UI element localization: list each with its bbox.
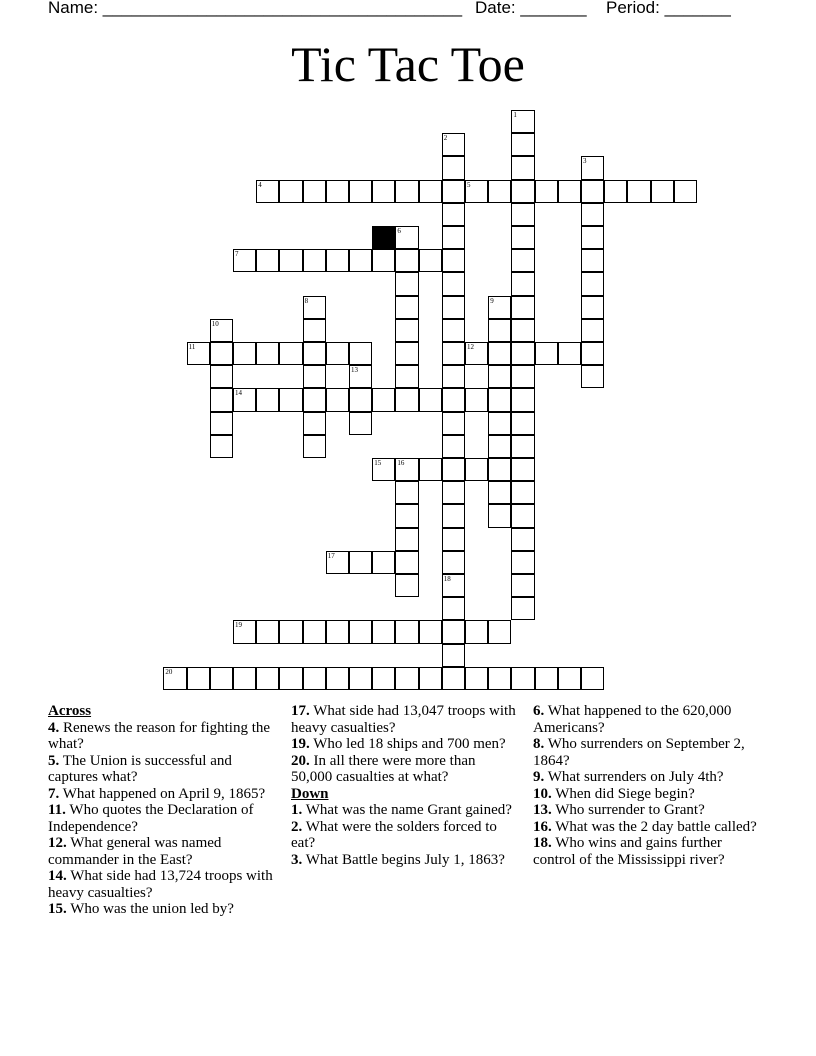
clue-number: 5 <box>467 180 471 189</box>
grid-cell[interactable] <box>256 342 279 365</box>
grid-cell[interactable] <box>442 481 465 504</box>
grid-cell[interactable] <box>442 249 465 272</box>
grid-cell[interactable] <box>604 180 627 203</box>
grid-cell[interactable] <box>511 551 534 574</box>
down-clues-column-3 <box>533 703 761 868</box>
clue-item <box>533 786 761 803</box>
clue-number-label: 12. <box>48 835 67 851</box>
clue-text: What was the name Grant gained? <box>302 802 512 818</box>
grid-cell[interactable] <box>256 620 279 643</box>
clue-item <box>291 753 516 786</box>
grid-cell[interactable] <box>581 156 604 179</box>
grid-cell[interactable] <box>372 249 395 272</box>
grid-cell[interactable] <box>372 180 395 203</box>
grid-cell[interactable] <box>465 458 488 481</box>
name-field: Name: ______________________________________ <box>48 0 463 17</box>
grid-cell[interactable] <box>326 388 349 411</box>
grid-cell[interactable] <box>581 249 604 272</box>
grid-cell[interactable] <box>558 342 581 365</box>
clue-item <box>291 703 516 736</box>
grid-cell[interactable] <box>395 388 418 411</box>
clue-item <box>533 703 761 736</box>
grid-cell[interactable] <box>233 388 256 411</box>
grid-cell[interactable] <box>395 226 418 249</box>
grid-cell[interactable] <box>326 342 349 365</box>
grid-cell[interactable] <box>581 365 604 388</box>
grid-cell[interactable] <box>465 388 488 411</box>
grid-cell[interactable] <box>488 296 511 319</box>
grid-cell[interactable] <box>303 620 326 643</box>
grid-cell[interactable] <box>442 504 465 527</box>
grid-cell[interactable] <box>419 180 442 203</box>
clue-number: 8 <box>304 296 309 305</box>
grid-cell[interactable] <box>488 319 511 342</box>
clue-text: What side had 13,047 troops with heavy casualties? <box>291 703 516 736</box>
clue-text: In all there were more than 50,000 casualties at what? <box>291 752 476 785</box>
clue-item <box>291 802 516 819</box>
clue-number-label: 15. <box>48 901 67 917</box>
clue-list-col2-across <box>291 703 516 786</box>
clue-text: When did Siege begin? <box>551 785 695 802</box>
clue-number: 10 <box>211 319 219 328</box>
grid-cell[interactable] <box>303 435 326 458</box>
clue-number-label: 20. <box>291 752 310 769</box>
clue-number-label: 17. <box>291 703 310 719</box>
grid-cell[interactable] <box>372 620 395 643</box>
grid-cell[interactable] <box>511 272 534 295</box>
clue-item <box>533 802 761 819</box>
grid-cell[interactable] <box>465 667 488 690</box>
grid-cell[interactable] <box>326 667 349 690</box>
clue-text: What Battle begins July 1, 1863? <box>302 851 505 868</box>
clue-text: Who wins and gains further control of the Mississippi river? <box>533 835 725 868</box>
clue-number-label: 7. <box>48 785 60 802</box>
clue-item <box>48 720 273 753</box>
grid-cell[interactable] <box>442 458 465 481</box>
clue-number-label: 14. <box>48 868 67 884</box>
clue-item <box>533 769 761 786</box>
grid-cell[interactable] <box>511 342 534 365</box>
clue-item <box>533 819 761 836</box>
clue-number-label: 2. <box>291 818 303 835</box>
grid-cell[interactable] <box>511 365 534 388</box>
grid-cell[interactable] <box>395 504 418 527</box>
grid-cell[interactable] <box>419 249 442 272</box>
clue-number-label: 3. <box>291 851 303 868</box>
grid-cell[interactable] <box>651 180 674 203</box>
clue-number-label: 5. <box>48 752 60 769</box>
clue-number: 1 <box>513 111 517 119</box>
grid-cell[interactable] <box>442 412 465 435</box>
clue-text: Who was the union led by? <box>66 901 234 917</box>
grid-cell[interactable] <box>442 620 465 643</box>
grid-cell[interactable] <box>581 226 604 249</box>
grid-cell[interactable] <box>511 597 534 620</box>
across-heading: Across <box>48 703 92 719</box>
clue-text: What happened to the 620,000 Americans? <box>533 703 732 736</box>
clue-text: What was the 2 day battle called? <box>551 818 757 835</box>
grid-cell[interactable] <box>511 481 534 504</box>
grid-cell[interactable] <box>233 620 256 643</box>
grid-cell[interactable] <box>233 249 256 272</box>
grid-cell[interactable] <box>488 667 511 690</box>
grid-cell[interactable] <box>442 551 465 574</box>
grid-cell[interactable] <box>303 667 326 690</box>
clue-text: What general was named commander in the East? <box>48 835 222 868</box>
grid-cell[interactable] <box>488 504 511 527</box>
grid-cell[interactable] <box>279 667 302 690</box>
grid-cell[interactable] <box>326 249 349 272</box>
grid-cell[interactable] <box>442 528 465 551</box>
grid-cell[interactable] <box>581 319 604 342</box>
clue-number: 4 <box>258 180 262 189</box>
grid-cell[interactable] <box>326 551 349 574</box>
grid-cell[interactable] <box>395 481 418 504</box>
clue-number-label: 18. <box>533 835 552 851</box>
grid-cell[interactable] <box>511 388 534 411</box>
clue-item <box>48 786 273 803</box>
grid-cell[interactable] <box>511 435 534 458</box>
grid-cell[interactable] <box>279 342 302 365</box>
grid-cell[interactable] <box>187 342 210 365</box>
grid-cell[interactable] <box>187 667 210 690</box>
grid-cell[interactable] <box>303 180 326 203</box>
grid-cell[interactable] <box>581 296 604 319</box>
grid-cell[interactable] <box>349 342 372 365</box>
grid-cell[interactable] <box>372 388 395 411</box>
clue-number: 13 <box>351 366 358 375</box>
grid-cell[interactable] <box>488 620 511 643</box>
clue-item <box>533 736 761 769</box>
clue-number: 18 <box>443 575 451 583</box>
clue-text: Renews the reason for fighting the what? <box>48 719 271 752</box>
clue-number: 11 <box>188 343 196 351</box>
clue-number: 6 <box>397 227 401 235</box>
grid-cell[interactable] <box>303 412 326 435</box>
grid-cell[interactable] <box>581 272 604 295</box>
grid-cell[interactable] <box>349 620 372 643</box>
clue-number: 20 <box>165 667 173 676</box>
grid-cell[interactable] <box>511 528 534 551</box>
grid-cell[interactable] <box>395 319 418 342</box>
clue-number-label: 4. <box>48 719 60 736</box>
blocked-cell <box>372 226 395 249</box>
clue-item <box>533 835 761 868</box>
grid-cell[interactable] <box>465 180 488 203</box>
grid-cell[interactable] <box>395 458 418 481</box>
grid-cell[interactable] <box>256 388 279 411</box>
grid-cell[interactable] <box>210 365 233 388</box>
clue-list-col2-down <box>291 802 516 868</box>
grid-cell[interactable] <box>488 481 511 504</box>
page-title: Tic Tac Toe <box>291 36 525 92</box>
clues-column-2 <box>291 703 516 868</box>
grid-cell[interactable] <box>279 180 302 203</box>
grid-cell[interactable] <box>349 667 372 690</box>
grid-cell[interactable] <box>511 249 534 272</box>
grid-cell[interactable] <box>395 574 418 597</box>
grid-cell[interactable] <box>442 365 465 388</box>
grid-cell[interactable] <box>442 296 465 319</box>
grid-cell[interactable] <box>210 319 233 342</box>
clue-text: Who led 18 ships and 700 men? <box>309 736 506 752</box>
grid-cell[interactable] <box>558 180 581 203</box>
grid-cell[interactable] <box>674 180 697 203</box>
grid-cell[interactable] <box>303 342 326 365</box>
clue-text: What were the solders forced to eat? <box>291 818 497 851</box>
clue-number-label: 10. <box>533 785 552 802</box>
grid-cell[interactable] <box>442 574 465 597</box>
period-field: Period: _______ <box>606 0 731 17</box>
grid-cell[interactable] <box>210 388 233 411</box>
grid-cell[interactable] <box>349 412 372 435</box>
clue-text: What happened on April 9, 1865? <box>59 785 266 802</box>
clue-number: 9 <box>490 296 494 305</box>
grid-cell[interactable] <box>511 133 534 156</box>
grid-cell[interactable] <box>442 203 465 226</box>
grid-cell[interactable] <box>303 296 326 319</box>
grid-cell[interactable] <box>279 249 302 272</box>
grid-cell[interactable] <box>395 249 418 272</box>
clue-number-label: 8. <box>533 736 545 752</box>
date-field: Date: _______ <box>475 0 587 17</box>
grid-cell[interactable] <box>511 458 534 481</box>
grid-cell[interactable] <box>535 342 558 365</box>
clue-item <box>48 753 273 786</box>
clue-number: 19 <box>235 621 242 630</box>
clue-item <box>48 802 273 835</box>
grid-cell[interactable] <box>395 272 418 295</box>
grid-cell[interactable] <box>210 412 233 435</box>
grid-cell[interactable] <box>511 296 534 319</box>
grid-cell[interactable] <box>511 319 534 342</box>
grid-cell[interactable] <box>395 296 418 319</box>
grid-cell[interactable] <box>395 342 418 365</box>
grid-cell[interactable] <box>581 203 604 226</box>
grid-cell[interactable] <box>442 644 465 667</box>
grid-cell[interactable] <box>511 667 534 690</box>
grid-cell[interactable] <box>442 180 465 203</box>
grid-cell[interactable] <box>488 435 511 458</box>
clue-number: 7 <box>235 250 239 259</box>
clue-number-label: 9. <box>533 769 545 785</box>
clue-number-label: 13. <box>533 802 552 818</box>
grid-cell[interactable] <box>419 667 442 690</box>
grid-cell[interactable] <box>511 110 534 133</box>
grid-cell[interactable] <box>210 435 233 458</box>
grid-cell[interactable] <box>233 342 256 365</box>
grid-cell[interactable] <box>279 620 302 643</box>
grid-cell[interactable] <box>488 180 511 203</box>
grid-cell[interactable] <box>442 388 465 411</box>
grid-cell[interactable] <box>581 667 604 690</box>
grid-cell[interactable] <box>419 388 442 411</box>
grid-cell[interactable] <box>303 249 326 272</box>
clue-item <box>291 852 516 869</box>
grid-cell[interactable] <box>511 203 534 226</box>
worksheet-header <box>48 0 788 19</box>
clue-number-label: 16. <box>533 818 552 835</box>
grid-cell[interactable] <box>442 342 465 365</box>
grid-cell[interactable] <box>395 620 418 643</box>
grid-cell[interactable] <box>581 342 604 365</box>
grid-cell[interactable] <box>372 667 395 690</box>
grid-cell[interactable] <box>349 180 372 203</box>
grid-cell[interactable] <box>349 551 372 574</box>
grid-cell[interactable] <box>303 388 326 411</box>
grid-cell[interactable] <box>163 667 186 690</box>
grid-cell[interactable] <box>442 133 465 156</box>
grid-cell[interactable] <box>326 620 349 643</box>
grid-cell[interactable] <box>256 249 279 272</box>
clue-list-col1 <box>48 720 273 918</box>
grid-cell[interactable] <box>535 180 558 203</box>
grid-cell[interactable] <box>303 319 326 342</box>
grid-cell[interactable] <box>395 528 418 551</box>
clue-text: Who surrender to Grant? <box>551 802 705 818</box>
grid-cell[interactable] <box>442 597 465 620</box>
grid-cell[interactable] <box>372 551 395 574</box>
clue-number-label: 1. <box>291 802 303 818</box>
clue-number: 14 <box>235 389 242 398</box>
clue-item <box>48 868 273 901</box>
grid-cell[interactable] <box>558 667 581 690</box>
grid-cell[interactable] <box>349 365 372 388</box>
grid-cell[interactable] <box>210 342 233 365</box>
clue-text: Who surrenders on September 2, 1864? <box>533 736 745 769</box>
clue-text: What side had 13,724 troops with heavy casualties? <box>48 868 273 901</box>
clue-number: 17 <box>327 551 335 560</box>
grid-cell[interactable] <box>233 667 256 690</box>
down-heading: Down <box>291 785 329 802</box>
grid-cell[interactable] <box>372 458 395 481</box>
grid-cell[interactable] <box>442 226 465 249</box>
grid-cell[interactable] <box>442 319 465 342</box>
clue-item <box>291 736 516 753</box>
clue-number: 12 <box>467 343 474 351</box>
clue-number: 15 <box>374 459 382 467</box>
grid-cell[interactable] <box>535 667 558 690</box>
grid-cell[interactable] <box>395 667 418 690</box>
grid-cell[interactable] <box>279 388 302 411</box>
clue-text: Who quotes the Declaration of Independence? <box>48 802 254 835</box>
grid-cell[interactable] <box>488 412 511 435</box>
clue-item <box>48 901 273 918</box>
grid-cell[interactable] <box>210 667 233 690</box>
clue-text: What surrenders on July 4th? <box>544 769 724 785</box>
grid-cell[interactable] <box>442 435 465 458</box>
grid-cell[interactable] <box>442 272 465 295</box>
grid-cell[interactable] <box>442 156 465 179</box>
clue-number: 16 <box>397 459 405 467</box>
clue-number: 2 <box>443 134 448 143</box>
clue-item <box>291 819 516 852</box>
grid-cell[interactable] <box>326 180 349 203</box>
grid-cell[interactable] <box>395 180 418 203</box>
grid-cell[interactable] <box>511 180 534 203</box>
grid-cell[interactable] <box>465 620 488 643</box>
grid-cell[interactable] <box>511 412 534 435</box>
grid-cell[interactable] <box>511 156 534 179</box>
clue-text: The Union is successful and captures what? <box>48 752 232 785</box>
grid-cell[interactable] <box>303 365 326 388</box>
clue-item <box>48 835 273 868</box>
grid-cell[interactable] <box>349 388 372 411</box>
grid-cell[interactable] <box>349 249 372 272</box>
clue-number: 3 <box>583 157 587 166</box>
grid-cell[interactable] <box>256 667 279 690</box>
grid-cell[interactable] <box>488 458 511 481</box>
clue-number-label: 11. <box>48 802 66 818</box>
clue-number-label: 19. <box>291 736 310 752</box>
grid-cell[interactable] <box>511 504 534 527</box>
grid-cell[interactable] <box>581 180 604 203</box>
grid-cell[interactable] <box>488 365 511 388</box>
clue-list-col3 <box>533 703 761 868</box>
grid-cell[interactable] <box>419 620 442 643</box>
grid-cell[interactable] <box>488 342 511 365</box>
grid-cell[interactable] <box>442 667 465 690</box>
grid-cell[interactable] <box>465 342 488 365</box>
grid-cell[interactable] <box>488 388 511 411</box>
grid-cell[interactable] <box>627 180 650 203</box>
grid-cell[interactable] <box>256 180 279 203</box>
clue-number-label: 6. <box>533 703 545 719</box>
grid-cell[interactable] <box>511 574 534 597</box>
grid-cell[interactable] <box>395 365 418 388</box>
across-clues-column-1 <box>48 703 273 918</box>
grid-cell[interactable] <box>395 551 418 574</box>
grid-cell[interactable] <box>511 226 534 249</box>
grid-cell[interactable] <box>419 458 442 481</box>
